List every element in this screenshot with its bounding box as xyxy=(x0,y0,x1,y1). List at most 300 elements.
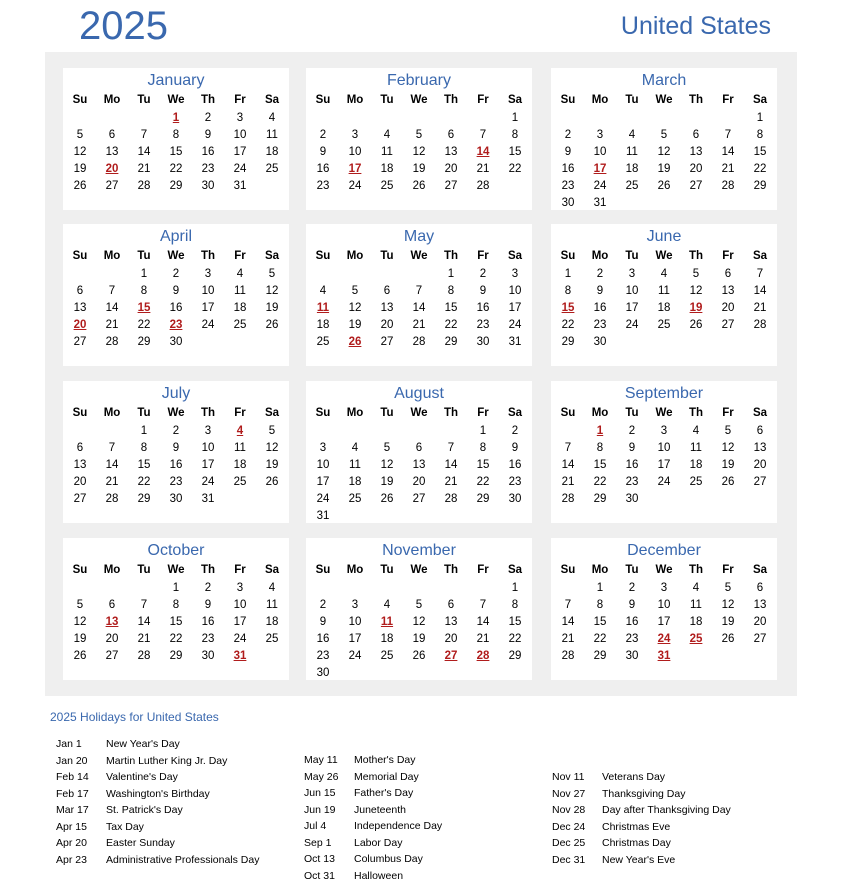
day: 28 xyxy=(476,180,490,192)
weekday-header: Th xyxy=(200,564,216,576)
day: 28 xyxy=(753,319,767,331)
day: 8 xyxy=(479,442,487,454)
day: 26 xyxy=(265,319,279,331)
day: 1 xyxy=(479,425,487,437)
holiday-date: Feb 14 xyxy=(56,771,89,783)
weekday-header: Mo xyxy=(103,94,121,106)
weekday-header: Tu xyxy=(380,94,394,106)
day: 10 xyxy=(201,442,215,454)
day: 18 xyxy=(689,616,703,628)
day: 10 xyxy=(348,146,362,158)
day: 30 xyxy=(169,493,183,505)
month-name: February xyxy=(386,72,452,89)
month-name: November xyxy=(382,542,456,559)
holiday-day: 27 xyxy=(444,650,458,662)
day: 29 xyxy=(593,650,607,662)
day: 22 xyxy=(169,633,183,645)
holiday-row xyxy=(304,771,419,784)
day: 4 xyxy=(692,425,700,437)
holiday-name: Columbus Day xyxy=(354,853,423,865)
day: 21 xyxy=(105,476,119,488)
day: 15 xyxy=(169,616,183,628)
day: 16 xyxy=(316,633,330,645)
day: 26 xyxy=(412,180,426,192)
day: 26 xyxy=(265,476,279,488)
day: 26 xyxy=(73,650,87,662)
day: 17 xyxy=(233,616,247,628)
holiday-row xyxy=(56,854,259,867)
day: 16 xyxy=(169,459,183,471)
day: 30 xyxy=(169,336,183,348)
day: 2 xyxy=(204,112,212,124)
day: 11 xyxy=(626,146,638,158)
holiday-name: Washington's Birthday xyxy=(106,787,210,800)
weekday-header: Fr xyxy=(477,407,489,419)
weekday-header: Su xyxy=(315,250,331,262)
holiday-day: 19 xyxy=(689,302,703,314)
day: 11 xyxy=(234,285,246,297)
day: 11 xyxy=(234,442,246,454)
day: 21 xyxy=(137,163,151,175)
day: 8 xyxy=(596,442,604,454)
day: 7 xyxy=(108,442,116,454)
weekday-header: Sa xyxy=(507,250,523,262)
day: 27 xyxy=(380,336,394,348)
day: 8 xyxy=(756,129,764,141)
day: 21 xyxy=(561,633,575,645)
day: 10 xyxy=(233,129,247,141)
day: 5 xyxy=(692,268,700,280)
day: 31 xyxy=(508,336,522,348)
day: 2 xyxy=(479,268,487,280)
holiday-day: 31 xyxy=(657,650,671,662)
day: 13 xyxy=(412,459,426,471)
holiday-date: Mar 17 xyxy=(56,804,89,816)
day: 25 xyxy=(657,319,671,331)
day: 8 xyxy=(511,599,519,611)
day: 22 xyxy=(476,476,490,488)
day: 28 xyxy=(444,493,458,505)
month-march xyxy=(551,68,777,210)
day: 23 xyxy=(169,476,183,488)
weekday-header: We xyxy=(410,564,428,576)
day: 16 xyxy=(593,302,607,314)
day: 3 xyxy=(204,425,212,437)
day: 7 xyxy=(447,442,455,454)
holiday-name: Father's Day xyxy=(354,787,414,799)
day: 31 xyxy=(316,510,330,522)
holiday-row xyxy=(56,755,227,768)
day: 20 xyxy=(753,616,767,628)
day: 15 xyxy=(476,459,490,471)
day: 1 xyxy=(140,268,148,280)
day: 7 xyxy=(479,129,487,141)
day: 17 xyxy=(508,302,522,314)
day: 13 xyxy=(380,302,394,314)
weekday-header: Th xyxy=(200,250,216,262)
holiday-name: Veterans Day xyxy=(602,771,666,783)
holiday-row xyxy=(552,854,675,867)
day: 22 xyxy=(508,633,522,645)
weekday-header: Sa xyxy=(752,250,768,262)
day: 16 xyxy=(561,163,575,175)
day: 18 xyxy=(625,163,639,175)
day: 11 xyxy=(266,599,278,611)
day: 13 xyxy=(689,146,703,158)
day: 8 xyxy=(511,129,519,141)
day: 17 xyxy=(233,146,247,158)
day: 30 xyxy=(625,493,639,505)
day: 24 xyxy=(201,476,215,488)
holiday-date: May 11 xyxy=(304,754,338,766)
day: 7 xyxy=(564,599,572,611)
day: 14 xyxy=(721,146,735,158)
holiday-day: 4 xyxy=(236,425,244,437)
day: 12 xyxy=(412,616,426,628)
day: 14 xyxy=(137,146,151,158)
day: 6 xyxy=(756,425,764,437)
month-name: March xyxy=(641,72,687,89)
day: 11 xyxy=(658,285,670,297)
day: 9 xyxy=(204,599,212,611)
day: 1 xyxy=(596,582,604,594)
holiday-row xyxy=(56,804,183,817)
day: 3 xyxy=(236,582,244,594)
day: 16 xyxy=(316,163,330,175)
weekday-header: Sa xyxy=(507,407,523,419)
day: 6 xyxy=(76,285,84,297)
day: 28 xyxy=(137,650,151,662)
day: 6 xyxy=(692,129,700,141)
holiday-date: Nov 11 xyxy=(552,771,585,783)
day: 29 xyxy=(753,180,767,192)
day: 19 xyxy=(73,633,87,645)
year-title: 2025 xyxy=(79,4,168,48)
day: 6 xyxy=(383,285,391,297)
day: 28 xyxy=(721,180,735,192)
weekday-header: Mo xyxy=(346,94,364,106)
day: 23 xyxy=(625,633,639,645)
month-october xyxy=(63,538,289,680)
weekday-header: Mo xyxy=(591,94,609,106)
weekday-header: Fr xyxy=(234,564,246,576)
day: 23 xyxy=(201,163,215,175)
weekday-header: We xyxy=(655,250,673,262)
day: 18 xyxy=(380,633,394,645)
day: 14 xyxy=(444,459,458,471)
holiday-day: 20 xyxy=(73,319,87,331)
weekday-header: Fr xyxy=(722,94,734,106)
calendar-panel xyxy=(45,52,797,696)
day: 15 xyxy=(137,459,151,471)
holiday-date: May 26 xyxy=(304,770,339,783)
holiday-day: 15 xyxy=(137,302,151,314)
day: 17 xyxy=(348,633,362,645)
day: 18 xyxy=(380,163,394,175)
day: 17 xyxy=(316,476,330,488)
weekday-header: Tu xyxy=(380,407,394,419)
weekday-header: Mo xyxy=(591,407,609,419)
day: 13 xyxy=(73,459,87,471)
day: 20 xyxy=(689,163,703,175)
holiday-name: Labor Day xyxy=(354,836,403,849)
weekday-header: Th xyxy=(443,250,459,262)
weekday-header: Mo xyxy=(103,407,121,419)
day: 28 xyxy=(561,650,575,662)
holiday-day: 14 xyxy=(476,146,490,158)
holiday-date: Feb 17 xyxy=(56,787,89,800)
day: 26 xyxy=(721,476,735,488)
day: 30 xyxy=(316,667,330,679)
day: 12 xyxy=(73,146,87,158)
day: 29 xyxy=(137,336,151,348)
day: 16 xyxy=(625,459,639,471)
holiday-row xyxy=(304,853,423,866)
day: 24 xyxy=(316,493,330,505)
day: 8 xyxy=(564,285,572,297)
day: 12 xyxy=(265,285,279,297)
weekday-header: Th xyxy=(688,564,704,576)
day: 10 xyxy=(508,285,522,297)
day: 28 xyxy=(412,336,426,348)
day: 9 xyxy=(628,442,636,454)
day: 27 xyxy=(73,493,87,505)
day: 7 xyxy=(415,285,423,297)
day: 4 xyxy=(660,268,668,280)
weekday-header: Fr xyxy=(477,564,489,576)
day: 13 xyxy=(73,302,87,314)
holiday-date: Jan 20 xyxy=(56,754,88,767)
holiday-row xyxy=(304,804,406,817)
holiday-name: Valentine's Day xyxy=(106,771,178,783)
day: 14 xyxy=(561,616,575,628)
weekday-header: Sa xyxy=(264,94,280,106)
weekday-header: We xyxy=(167,564,185,576)
weekday-header: Tu xyxy=(137,407,151,419)
weekday-header: Sa xyxy=(507,564,523,576)
day: 11 xyxy=(690,442,702,454)
day: 1 xyxy=(511,582,519,594)
day: 19 xyxy=(721,459,735,471)
day: 18 xyxy=(316,319,330,331)
day: 13 xyxy=(444,616,458,628)
holiday-day: 13 xyxy=(105,616,119,628)
day: 28 xyxy=(137,180,151,192)
day: 18 xyxy=(265,146,279,158)
holiday-day: 1 xyxy=(596,425,604,437)
country-title: United States xyxy=(620,12,771,40)
day: 6 xyxy=(447,129,455,141)
holidays-title: 2025 Holidays for United States xyxy=(50,710,219,724)
day: 24 xyxy=(625,319,639,331)
day: 18 xyxy=(265,616,279,628)
day: 7 xyxy=(756,268,764,280)
day: 20 xyxy=(105,633,119,645)
day: 6 xyxy=(724,268,732,280)
holiday-row xyxy=(56,771,178,784)
holiday-date: Jun 15 xyxy=(304,787,336,799)
day: 31 xyxy=(593,197,607,209)
day: 7 xyxy=(479,599,487,611)
day: 15 xyxy=(593,459,607,471)
day: 25 xyxy=(380,650,394,662)
weekday-header: Sa xyxy=(264,250,280,262)
weekday-header: Th xyxy=(443,94,459,106)
day: 23 xyxy=(625,476,639,488)
day: 1 xyxy=(564,268,572,280)
day: 22 xyxy=(169,163,183,175)
day: 5 xyxy=(351,285,359,297)
day: 27 xyxy=(753,476,767,488)
day: 5 xyxy=(383,442,391,454)
day: 4 xyxy=(628,129,636,141)
weekday-header: Sa xyxy=(507,94,523,106)
day: 16 xyxy=(169,302,183,314)
day: 1 xyxy=(511,112,519,124)
day: 30 xyxy=(508,493,522,505)
day: 17 xyxy=(201,459,215,471)
day: 13 xyxy=(753,442,767,454)
holiday-date: Jul 4 xyxy=(304,820,327,832)
weekday-header: Fr xyxy=(477,250,489,262)
holiday-row xyxy=(304,870,403,883)
day: 24 xyxy=(348,650,362,662)
day: 14 xyxy=(137,616,151,628)
day: 26 xyxy=(412,650,426,662)
day: 7 xyxy=(140,129,148,141)
day: 13 xyxy=(105,146,119,158)
day: 9 xyxy=(511,442,519,454)
holiday-date: Jun 19 xyxy=(304,803,336,816)
day: 19 xyxy=(412,633,426,645)
day: 13 xyxy=(753,599,767,611)
day: 28 xyxy=(105,336,119,348)
day: 3 xyxy=(660,425,668,437)
day: 15 xyxy=(508,616,522,628)
day: 30 xyxy=(476,336,490,348)
day: 10 xyxy=(316,459,330,471)
day: 15 xyxy=(753,146,767,158)
day: 11 xyxy=(690,599,702,611)
day: 22 xyxy=(593,633,607,645)
holiday-name: Administrative Professionals Day xyxy=(106,853,260,866)
weekday-header: Sa xyxy=(752,407,768,419)
weekday-header: Su xyxy=(560,407,576,419)
weekday-header: Tu xyxy=(625,250,639,262)
day: 22 xyxy=(561,319,575,331)
day: 14 xyxy=(561,459,575,471)
holiday-name: Independence Day xyxy=(354,820,443,832)
day: 2 xyxy=(628,582,636,594)
weekday-header: Mo xyxy=(591,564,609,576)
weekday-header: Tu xyxy=(625,564,639,576)
day: 30 xyxy=(561,197,575,209)
day: 24 xyxy=(233,163,247,175)
day: 31 xyxy=(233,180,247,192)
day: 27 xyxy=(412,493,426,505)
holiday-row xyxy=(304,837,402,850)
day: 18 xyxy=(657,302,671,314)
day: 23 xyxy=(561,180,575,192)
day: 3 xyxy=(319,442,327,454)
day: 1 xyxy=(447,268,455,280)
holiday-row xyxy=(552,837,671,850)
day: 4 xyxy=(319,285,327,297)
day: 5 xyxy=(268,268,276,280)
day: 2 xyxy=(564,129,572,141)
day: 3 xyxy=(351,129,359,141)
weekday-header: Tu xyxy=(625,94,639,106)
day: 25 xyxy=(265,633,279,645)
day: 25 xyxy=(380,180,394,192)
day: 5 xyxy=(660,129,668,141)
day: 21 xyxy=(444,476,458,488)
day: 14 xyxy=(105,302,119,314)
day: 26 xyxy=(657,180,671,192)
day: 31 xyxy=(201,493,215,505)
holiday-date: Jan 1 xyxy=(56,738,82,750)
weekday-header: Tu xyxy=(380,250,394,262)
month-name: December xyxy=(627,542,701,559)
day: 14 xyxy=(105,459,119,471)
day: 22 xyxy=(137,319,151,331)
day: 27 xyxy=(721,319,735,331)
day: 30 xyxy=(625,650,639,662)
day: 26 xyxy=(721,633,735,645)
day: 24 xyxy=(233,633,247,645)
holiday-day: 23 xyxy=(169,319,183,331)
holiday-date: Dec 31 xyxy=(552,853,586,866)
day: 25 xyxy=(265,163,279,175)
month-name: April xyxy=(159,228,192,245)
holiday-day: 31 xyxy=(233,650,247,662)
weekday-header: Tu xyxy=(137,564,151,576)
day: 29 xyxy=(476,493,490,505)
day: 5 xyxy=(268,425,276,437)
day: 25 xyxy=(316,336,330,348)
holiday-name: Memorial Day xyxy=(354,770,419,783)
weekday-header: Tu xyxy=(137,250,151,262)
day: 29 xyxy=(169,650,183,662)
day: 26 xyxy=(380,493,394,505)
day: 26 xyxy=(689,319,703,331)
day: 3 xyxy=(351,599,359,611)
day: 17 xyxy=(657,459,671,471)
day: 11 xyxy=(349,459,361,471)
weekday-header: Sa xyxy=(264,407,280,419)
day: 22 xyxy=(444,319,458,331)
month-february xyxy=(306,68,532,210)
holiday-name: Thanksgiving Day xyxy=(602,787,686,800)
holiday-day: 28 xyxy=(476,650,490,662)
day: 20 xyxy=(73,476,87,488)
day: 24 xyxy=(593,180,607,192)
day: 3 xyxy=(596,129,604,141)
day: 25 xyxy=(689,476,703,488)
day: 5 xyxy=(76,129,84,141)
day: 10 xyxy=(657,442,671,454)
day: 8 xyxy=(172,129,180,141)
day: 16 xyxy=(508,459,522,471)
weekday-header: Su xyxy=(72,94,88,106)
day: 9 xyxy=(564,146,572,158)
day: 8 xyxy=(140,442,148,454)
day: 12 xyxy=(721,599,735,611)
day: 9 xyxy=(628,599,636,611)
day: 24 xyxy=(201,319,215,331)
weekday-header: Su xyxy=(315,564,331,576)
day: 29 xyxy=(169,180,183,192)
